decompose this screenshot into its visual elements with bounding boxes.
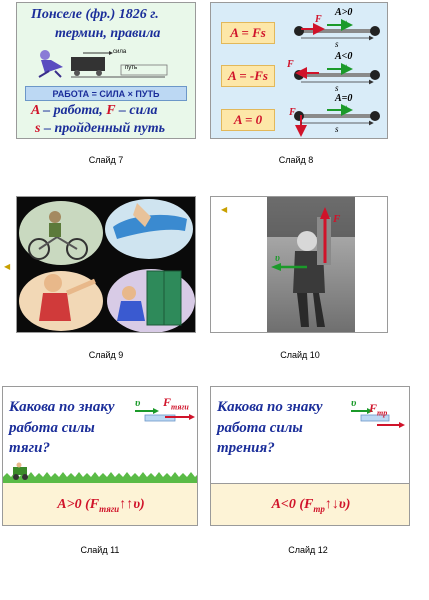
answer-suffix: ↑↑υ) [119, 496, 145, 512]
slide-7 [16, 2, 196, 139]
velocity-label: υ [275, 253, 280, 264]
question-line-1: Какова по знаку [9, 399, 115, 415]
question-line-3: тяги? [9, 440, 50, 456]
caption-slide-9: Слайд 9 [88, 350, 124, 360]
symbol-s: s [35, 121, 41, 136]
slide9-illustrations [17, 197, 196, 333]
runner-cart-illustration [35, 47, 175, 79]
speaker-icon-left: ◀ [4, 262, 11, 271]
distance-label-2: s [335, 83, 339, 93]
question-line-2: работа силы [9, 420, 95, 436]
slide-9 [16, 196, 196, 333]
work-diagrams [287, 3, 387, 139]
answer-prefix: A>0 (F [57, 496, 100, 512]
velocity-label-1: υ [343, 17, 348, 27]
slide7-title: Понселе (фр.) 1826 г. [31, 7, 159, 22]
answer-text [272, 497, 351, 514]
speaker-icon: ◀ [221, 205, 228, 214]
answer-subscript: тр [313, 503, 325, 514]
distance-label-3: s [335, 124, 339, 134]
answer-band [211, 484, 410, 526]
velocity-label-3: υ [343, 102, 348, 112]
friction-force-symbol [369, 401, 387, 417]
traction-force-symbol [163, 395, 189, 411]
symbol-A: A [31, 103, 40, 118]
slide7-subtitle: термин, правила [55, 26, 161, 41]
slide-8 [210, 2, 388, 139]
slide-10 [210, 196, 388, 333]
answer-text [57, 497, 144, 514]
work-word: – работа, [39, 103, 107, 118]
definition-distance [35, 121, 165, 137]
distance-word: – пройденный путь [40, 121, 166, 136]
caption-slide-11: Слайд 11 [80, 545, 120, 555]
answer-suffix: ↑↓υ) [324, 497, 351, 513]
symbol-F: F [106, 103, 116, 118]
answer-band [3, 483, 198, 526]
force-subscript: тяги [171, 402, 189, 412]
equation-zero: A = 0 [221, 109, 275, 131]
condition-zero: A=0 [335, 93, 353, 104]
force-label-1: F [315, 14, 322, 25]
caption-slide-8: Слайд 8 [278, 155, 314, 165]
equation-negative: A = -Fs [221, 65, 275, 87]
velocity-label-2: υ [343, 61, 348, 71]
formula-box [25, 86, 187, 101]
mini-sila-label: сила [113, 49, 127, 55]
slide-11 [2, 386, 198, 526]
equation-positive: A = Fs [221, 22, 275, 44]
question-line-1: Какова по знаку [217, 399, 323, 415]
answer-subscript: тяги [99, 503, 120, 514]
force-letter: F [163, 395, 172, 409]
grass-tractor-strip [3, 467, 198, 483]
question-line-3: трения? [217, 440, 275, 456]
carrying-person-photo [267, 197, 355, 333]
distance-label-1: s [335, 39, 339, 49]
force-word: – сила [115, 103, 158, 118]
caption-slide-7: Слайд 7 [88, 155, 124, 165]
caption-slide-10: Слайд 10 [280, 350, 320, 360]
force-label-3: F [289, 107, 296, 118]
question-line-2: работа силы [217, 420, 303, 436]
velocity-symbol: υ [135, 397, 141, 409]
slide-12 [210, 386, 410, 526]
condition-positive: A>0 [335, 7, 353, 18]
velocity-symbol: υ [351, 397, 357, 409]
force-label-2: F [287, 59, 294, 70]
force-subscript: тр [377, 408, 388, 418]
formula-text: РАБОТА = СИЛА × ПУТЬ [52, 88, 160, 99]
condition-negative: A<0 [335, 51, 353, 62]
definition-work-force [31, 103, 158, 119]
force-letter: F [369, 401, 378, 415]
caption-slide-12: Слайд 12 [288, 545, 328, 555]
answer-prefix: A<0 (F [271, 497, 314, 513]
mini-put-label: путь [125, 65, 138, 71]
force-label: F [333, 213, 341, 225]
